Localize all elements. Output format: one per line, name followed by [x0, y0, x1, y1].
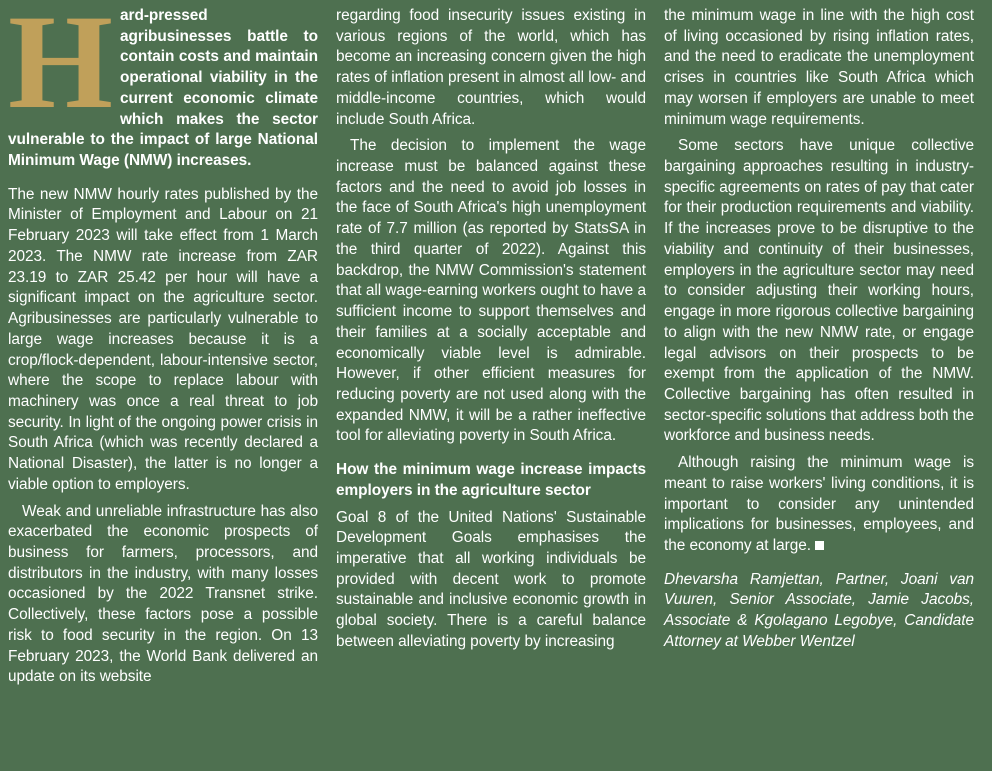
drop-cap: H [8, 0, 114, 137]
lead-paragraph-block [8, 0, 318, 172]
lead-paragraph: ard-pressed agribusinesses battle to contain costs and maintain operational viability in the current economic climate which makes the sector vulnerable to the impact of large National Minimum Wage (NMW) increases. [8, 7, 318, 170]
section-subheading: How the minimum wage increase impacts employers in the agriculture sector [336, 461, 646, 499]
article-column-3 [664, 6, 974, 767]
body-paragraph: Weak and unreliable infrastructure has also exacerbated the economic prospects of business for farmers, processors, and distributors in the industry, with many losses occasioned by the 2022 Transnet strike. Collectively, these factors pose a possible risk to food security in the region. On 13 February 2023, the World Bank delivered an update on its website [8, 502, 318, 686]
spacer [664, 557, 974, 570]
body-paragraph: regarding food insecurity issues existing in various regions of the world, which has become an increasing concern given the high rates of inflation present in almost all low- and middle-income countries, which would include South Africa. [336, 7, 646, 128]
body-paragraph-final [664, 453, 974, 557]
article-column-1 [8, 0, 318, 767]
body-paragraph: Some sectors have unique collective bargaining approaches resulting in industry-specific agreements on rates of pay that cater for their production requirements and viability. If the increases prove to be disruptive to the viability and continuity of their businesses, employers in the agriculture sector may need to consider adjusting their working hours, engage in more rigorous collective bargaining to align with the new NMW rate, or engage legal advisors on their prospects to be exempt from the application of the NMW. Collective bargaining has often resulted in sector-specific solutions that address both the workforce and business needs. [664, 137, 974, 445]
spacer [8, 172, 318, 185]
end-mark-icon [815, 541, 824, 550]
body-paragraph: The new NMW hourly rates published by the Minister of Employment and Labour on 21 February 2023 will take effect from 1 March 2023. The NMW rate increase from ZAR 23.19 to ZAR 25.42 per hour will have a significant impact on the agriculture sector. Agribusinesses are particularly vulnerable to large wage increases because it is a crop/flock-dependent, labour-intensive sector, where the scope to replace labour with machinery was once a real threat to job security. In light of the ongoing power crisis in South Africa (which was recently declared a National Disaster), the latter is no longer a viable option to employers. [8, 185, 318, 493]
body-paragraph: The decision to implement the wage increase must be balanced against these factors and the need to avoid job losses in the face of South Africa's high unemployment rate of 7.7 million (as reported by StatsSA in the third quarter of 2022). Against this backdrop, the NMW Commission's statement that all wage-earning workers ought to have a sufficient income to support themselves and their families at a socially acceptable and economically viable level is admirable. However, if other efficient measures for reducing poverty are not used along with the expanded NMW, it will be a rather ineffective tool for alleviating poverty in South Africa. [336, 137, 646, 445]
final-paragraph-text: Although raising the minimum wage is meant to raise workers' living conditions, it is important to consider any unintended implications for businesses, employees, and the economy at large. [664, 454, 974, 554]
spacer [336, 447, 646, 460]
body-paragraph: Goal 8 of the United Nations' Sustainable Development Goals emphasises the imperative that all working individuals be provided with decent work to promote sustainable and inclusive economic growth in global society. There is a careful balance between alleviating poverty by increasing [336, 508, 646, 650]
author-byline: Dhevarsha Ramjettan, Partner, Joani van Vuuren, Senior Associate, Jamie Jacobs, Associate & Kgolagano Legobye, Candidate Attorney at Webber Wentzel [664, 570, 974, 650]
body-paragraph: the minimum wage in line with the high cost of living occasioned by rising inflation rates, and the need to eradicate the unemployment crises in countries like South Africa which may worsen if employers are unable to meet minimum wage requirements. [664, 7, 974, 128]
article-column-2 [336, 6, 646, 767]
